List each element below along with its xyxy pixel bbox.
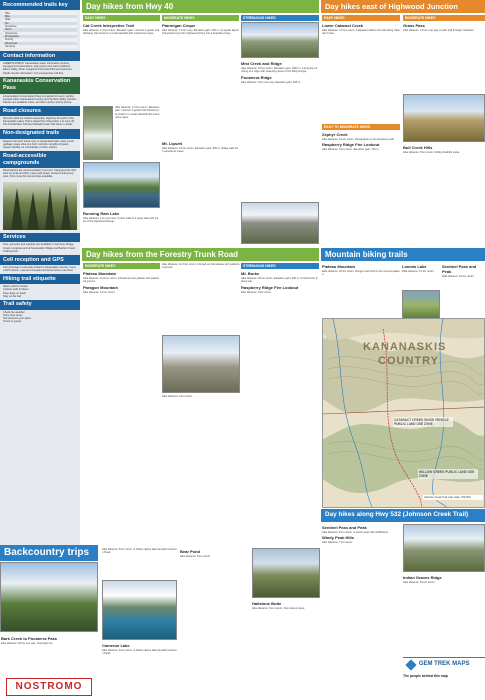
legend-item: Camping <box>3 45 77 48</box>
forestry-header <box>82 248 319 261</box>
route-heading: Plateau Mountain <box>83 271 117 276</box>
waterfall-photo <box>83 106 113 160</box>
highwood-col1 <box>322 22 400 122</box>
hwy40-col1-sub: EASY HIKES <box>83 15 160 21</box>
legend-item: Hike <box>3 12 77 15</box>
route-heading: Ptarmigan Cirque <box>162 23 196 28</box>
forestry-col1 <box>83 270 160 430</box>
lake-photo <box>83 162 160 208</box>
route-heading: Bull Creek Hills <box>403 145 433 150</box>
nondesignated-text: Respect the land: travel only on designated trails; pack out all garbage; leave what you find; minimize campfire impacts; respect wildlife; be considerate of other visitors. <box>3 139 74 149</box>
hwy40-col3-sub: STRENUOUS HIKES <box>241 15 319 21</box>
route-text: Hike distance: 12 km return. Pictographs on the limestone wall. <box>322 138 395 141</box>
gemtrek-brand: GEM TREK MAPS <box>418 661 470 667</box>
route-text: Ride distance: 22 km return. <box>442 275 475 278</box>
route-text: Hike distance: 8 km return. A hidden alpine lake beneath Cameron Peak. <box>102 548 177 555</box>
cameron-lake-photo <box>102 580 177 640</box>
map-region-label: KANANASKIS <box>363 341 447 353</box>
legend-item: Wheelchair <box>3 42 77 45</box>
nondesignated-heading: Non-designated trails <box>0 129 80 139</box>
route-heading: Hailstone Butte <box>252 601 282 606</box>
backcountry-col3 <box>180 548 250 698</box>
route-text: Hike distance: 8 km return. Rolling foothills views. <box>403 151 460 154</box>
map-zone-label: WILLOW CREEK PUBLIC LAND USE ZONE <box>418 469 478 479</box>
contact-heading: Contact information <box>0 51 80 61</box>
etiquette-item: Keep dogs on leash <box>3 291 26 295</box>
highwood-col2-lower <box>403 144 485 229</box>
logo-text: NOSTROMO <box>15 681 83 692</box>
legend-table <box>0 11 80 49</box>
route-text: Hike distance: 8 km return. A hidden alpine lake beneath Cameron Peak. <box>102 649 177 656</box>
legend-item: Snowshoe <box>3 25 77 28</box>
route-text: Hike distance: 1 km one way. A short walk to a pretty lake with views of the Highwood Range. <box>83 217 159 224</box>
route-heading: Zephyr Creek <box>322 132 348 137</box>
route-text: Hike distance: 4.5 km one way. A quiet trail through meadows. <box>403 29 475 32</box>
etiquette-heading: Hiking trail etiquette <box>0 274 80 284</box>
hwy40-col1 <box>83 22 160 104</box>
legend-item: Interpretive <box>3 32 77 35</box>
route-heading: Mt. Lipsett <box>162 141 182 146</box>
highwood-col1-sub: EASY HIKES <box>322 15 400 21</box>
route-text: Hike distance: 9 km return. <box>241 290 272 294</box>
route-text: Ride distance: 20 km return. Rough road climb to the summit plateau. <box>322 270 400 277</box>
legend-item: Photography <box>3 35 77 38</box>
route-text: Hike distance: 11.5 km return. A broad summit plateau with patterned ground. <box>162 263 240 270</box>
backcountry-col1 <box>0 634 98 674</box>
route-heading: Windy Peak Hills <box>322 535 354 541</box>
route-text: Hike distance: 18 km one way. Overnight trip. <box>1 642 53 645</box>
johnson-title: Day hikes along Hwy 532 (Johnson Creek Trail) <box>325 511 469 518</box>
map-region-label: COUNTRY <box>378 355 439 367</box>
cell-text: Cell coverage is extremely limited in Kananaskis Country. Carry a GPS device, map and compass and know how to use them. <box>3 265 76 273</box>
route-heading: Paragon Mountain <box>83 284 118 290</box>
backcountry-col2-lower <box>102 642 177 698</box>
etiquette-list <box>0 285 80 298</box>
route-heading: Grass Pass <box>403 23 425 28</box>
route-text: Hike distance: 8 km return. A scenic pass with wildflowers. <box>322 531 389 534</box>
route-text: Hike distance: 5 km return. <box>180 555 211 558</box>
legend-item: Horse <box>3 28 77 31</box>
backcountry-header <box>0 545 98 561</box>
route-heading: Lower Cataract Creek <box>322 23 364 28</box>
highwood-col2-sub: MODERATE HIKES <box>403 15 485 21</box>
route-text: Hike distance: 9 km return. Elevation gain: 760 m. <box>322 148 380 152</box>
highwood-col1-lower <box>322 131 400 251</box>
highwood-title: Day hikes east of Highwood Junction <box>325 2 458 11</box>
route-text: Hike distance: 10 km return. <box>403 581 436 584</box>
gemtrek-sub <box>403 673 485 699</box>
route-heading: Mist Creek and Ridge <box>241 61 282 66</box>
route-heading: Sentinel Pass and Peak <box>442 264 477 274</box>
safety-item: Travel in groups <box>3 320 22 324</box>
route-text: Hike distance: 7 km return. <box>322 541 353 545</box>
route-text: Hike distance: 23 km return. Elevation gain: 1060 m. A long day climbing to a ridge with sweeping views of the Misty Range. <box>241 67 317 74</box>
ridge-photo <box>241 202 319 244</box>
legend-title: Recommended trails key <box>0 0 80 10</box>
route-text: Hike distance: 9 km one way. Elevation gain: 825 m. <box>241 80 301 84</box>
route-heading: Cat Creek Interpretive Trail <box>83 23 134 28</box>
route-heading: Raspberry Ridge Fire Lookout <box>322 142 380 148</box>
gemtrek-sub-heading: The people behind this map <box>403 674 448 678</box>
closures-text: Several roads are closed seasonally. Highway 40 south of the Kananaskis Lakes Trail is closed from December 1 to June 15. The Powderface Trail and Sibbald Creek Trail close in winter. <box>3 117 75 127</box>
hwy40-col1-text-b: Hike distance: 2.4 km return. Elevation gain: minimal. A gentle trail following Cat Creek to a small waterfall with interpretive signs. <box>115 106 160 119</box>
contact-text: ALBERTA PARKS: Kananaskis visitor information centres, campground reservations, trail reports and road conditions. Elbow Valley, Peter Lougheed Provincial Park and Canmore Nordic Centre information. For emergencies call 911. <box>3 62 72 75</box>
hwy40-col2-sub: MODERATE HIKES <box>162 15 239 21</box>
bike-col1 <box>322 263 400 315</box>
route-text: Hike distance: 9 km return. <box>162 395 193 398</box>
hwy40-title: Day hikes from Hwy 40 <box>86 2 174 11</box>
forest-photo <box>3 182 77 230</box>
etiquette-item: Hikers yield to horses <box>3 285 28 289</box>
safety-list <box>0 311 80 324</box>
johnson-col2 <box>403 574 485 654</box>
route-heading: Mt. Burke <box>241 271 260 276</box>
route-text: Hike distance: 6 km return. Fire lookout views. <box>252 607 306 610</box>
route-heading: Cameron Lake <box>102 643 130 648</box>
route-text: Hike distance: 4.5 km return. A pleasant walk to the falls along Cataract Creek. <box>322 29 400 36</box>
safety-item: Tell someone your plans <box>3 317 31 321</box>
route-heading: Indian Graves Ridge <box>403 575 442 580</box>
legend-item: Ski <box>3 22 77 25</box>
hwy40-header <box>82 0 319 13</box>
alpine-photo <box>241 22 319 58</box>
highwood-col2 <box>403 22 485 92</box>
hwy40-col3 <box>241 60 319 200</box>
backcountry-col3-lower <box>252 600 320 698</box>
info-panel <box>0 0 80 545</box>
sentinel-photo <box>403 524 485 572</box>
legend-item: Walk <box>3 18 77 21</box>
nostromo-logo <box>6 678 92 696</box>
route-text: Hike distance: 4.5 km loop. Elevation gain: 230 m. A popular alpine interpretive loop from Highwood Pass into a beautiful cirque. <box>162 29 239 36</box>
legend-item: Fishing <box>3 38 77 41</box>
bike-title: Mountain biking trails <box>325 250 408 259</box>
safety-heading: Trail safety <box>0 300 80 310</box>
forestry-col2 <box>241 270 319 430</box>
route-heading: Bark Creek to Pocaterra Pass <box>1 636 58 641</box>
highwood-col1-sub2: EASY TO MODERATE HIKES <box>322 124 400 130</box>
map-scale-caption: Johnson Creek Trail map scale 1:50,000 <box>423 495 483 500</box>
safety-item: Carry bear spray <box>3 314 23 318</box>
campgrounds-text: Reservations are recommended in summer. Campgrounds offer sites for tents and RVs, many with power, showers and group sites. First come first served sites available. <box>3 168 77 179</box>
forestry-title: Day hikes from the Forestry Trunk Road <box>86 250 239 259</box>
pass-text: A Kananaskis Conservation Pass is required for every vehicle stopped within Kananaskis Country and the Bow Valley Corridor. Passes are available online, at visitor centres and by phone. <box>3 94 77 104</box>
gemtrek-logo <box>403 657 485 671</box>
forestry-col1-sub: MODERATE HIKES <box>83 263 160 269</box>
biker-photo <box>402 290 440 320</box>
forestry-col-mid <box>162 263 240 333</box>
backcountry-col2 <box>102 548 177 578</box>
services-text: Fuel, groceries and supplies are available in Canmore, Bragg Creek, Longview and at Kananaskis Village and Boulton Creek Trading Post. <box>3 243 76 253</box>
forestry-col2-sub: STRENUOUS HIKES <box>241 263 319 269</box>
campgrounds-heading: Road-accessible campgrounds <box>0 151 80 168</box>
route-heading: Bear Pond <box>180 549 201 554</box>
closures-heading: Road closures <box>0 106 80 116</box>
route-heading: Sentinel Pass and Peak <box>322 525 367 530</box>
pass-heading: Kananaskis Conservation Pass <box>0 77 80 94</box>
forestry-col-mid-lower <box>162 395 240 535</box>
grassland-photo <box>403 94 485 142</box>
route-text: Ride distance: 14 km return. <box>402 270 435 273</box>
map-zone-label: CATARACT CREEK SNOW VEHICLE PUBLIC LAND USE ZONE <box>393 417 453 427</box>
bike-header <box>321 248 485 261</box>
route-text: Hike distance: 10 km return. Elevation gain: 600 m. Ridge walk with panoramic views. <box>162 147 238 154</box>
route-heading: Loomis Lake <box>402 264 427 269</box>
johnson-header <box>321 509 485 522</box>
route-heading: Plateau Mountain <box>322 264 356 269</box>
hwy40-col2 <box>162 22 239 140</box>
safety-item: Check the weather <box>3 310 25 314</box>
cell-heading: Cell reception and GPS <box>0 255 80 265</box>
legend-item: Bike <box>3 15 77 18</box>
bear-pond-photo <box>252 548 320 598</box>
topo-map[interactable] <box>322 318 485 508</box>
etiquette-item: Stay on the trail <box>3 294 22 298</box>
plateau-photo <box>162 335 240 393</box>
route-text: Hike distance: 2.4 km return. Elevation gain: minimal. A gentle trail following Cat Creek to a small waterfall with interpretive signs. <box>83 29 159 36</box>
route-text: Hike distance: 11.5 km return. A broad summit plateau with patterned ground. <box>83 277 160 284</box>
route-heading: Raspberry Ridge Fire Lookout <box>241 284 299 290</box>
backcountry-title: Backcountry trips <box>4 547 90 558</box>
route-text: Hike distance: 20 km return. Elevation gain: 930 m. A historic fire lookout site. <box>241 277 318 284</box>
gemtrek-icon <box>405 659 416 670</box>
backcountry-photo <box>0 562 98 632</box>
route-heading: Pocaterra Ridge <box>241 74 272 80</box>
etiquette-item: Cyclists yield to hikers <box>3 288 29 292</box>
services-heading: Services <box>0 233 80 243</box>
route-text: Hike distance: 12 km return. <box>83 290 116 294</box>
route-heading: Running Rain Lake <box>83 211 120 216</box>
highwood-header <box>321 0 485 13</box>
johnson-col1 <box>322 524 400 700</box>
